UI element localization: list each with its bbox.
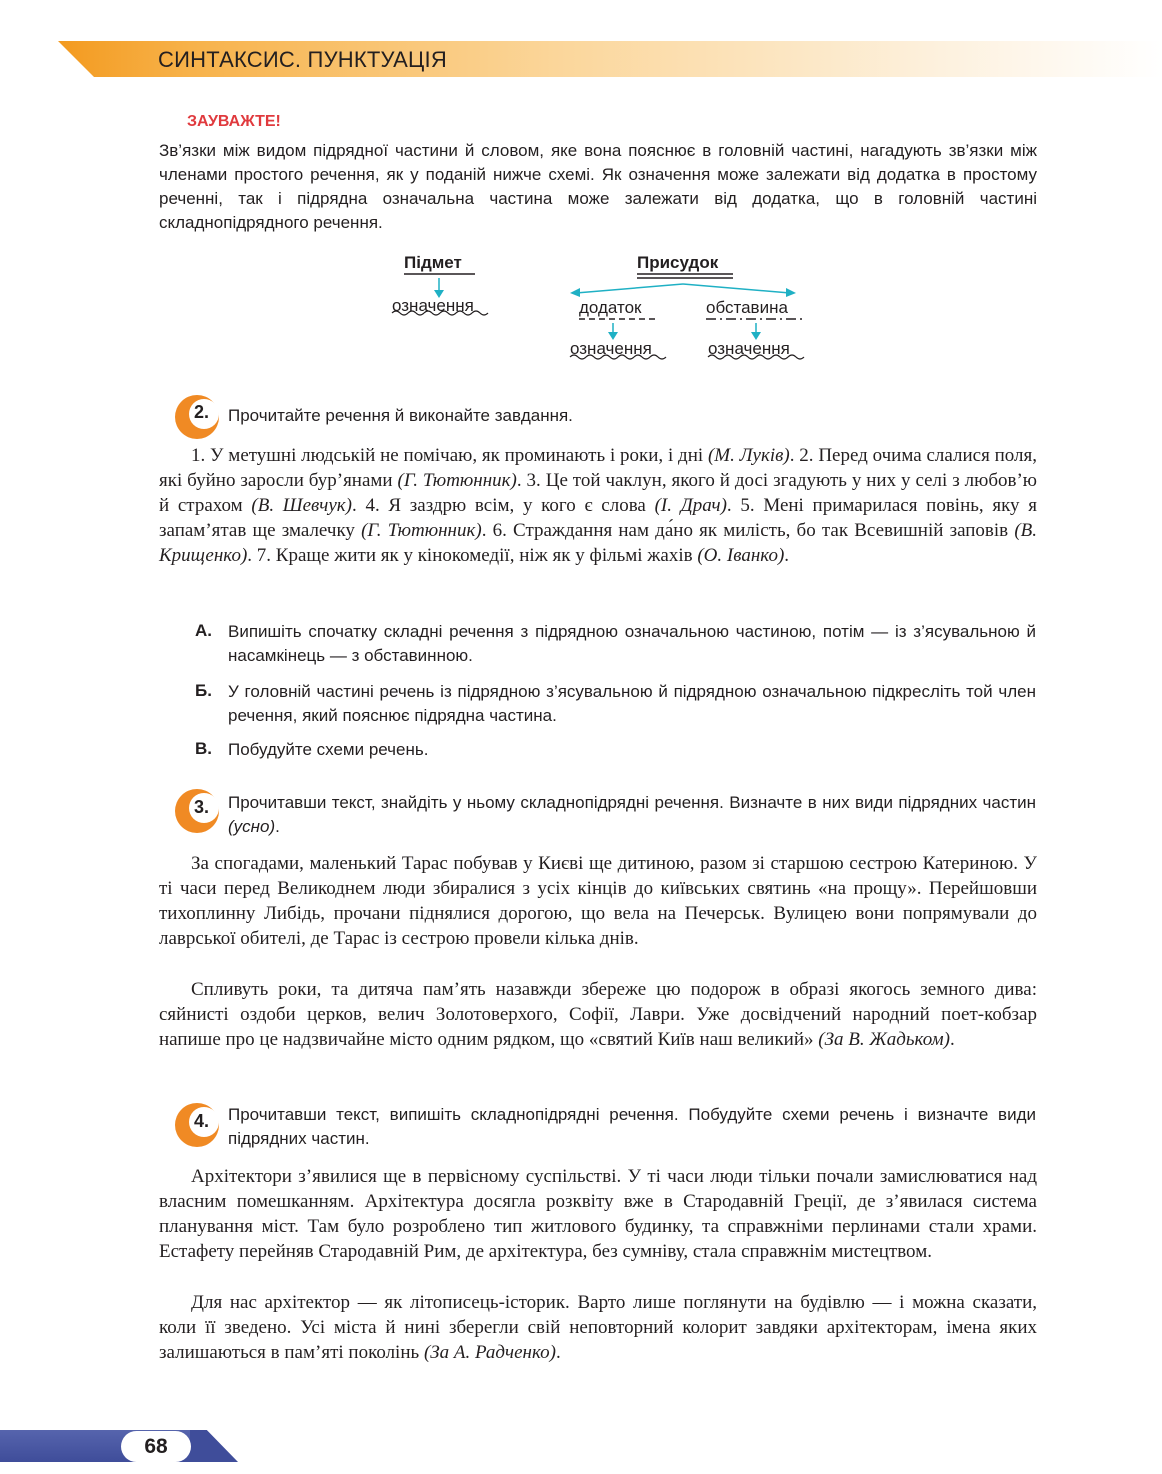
subtask-c-text: Побудуйте схеми речень. — [228, 740, 429, 759]
diagram-predicate: Присудок — [637, 253, 719, 272]
task-3-number: 3. — [194, 797, 210, 817]
sentence-members-diagram — [380, 250, 820, 370]
notice-text: Зв’язки між видом підрядної частини й словом, яке вона пояснює в головній частині, нагадують зв’язки між членами простого речення, як у поданій нижче схемі. Як означення може залежати від додатка в простому реченні, так і підрядна означальна частина може залежати від додатка, що в головній частині складнопідрядного речення. — [159, 141, 1037, 232]
task-4-instruction: Прочитавши текст, випишіть складнопідрядні речення. Побудуйте схеми речень і визначте види підрядних частин. — [228, 1105, 1036, 1148]
task-3-paragraph-1: За спогадами, маленький Тарас побував у Києві ще дитиною, разом зі старшою сестрою Катериною. У ті часи перед Великоднем люди збиралися з усіх кінців до київських святинь «на прощу». Перейшовши тихоплинну Либідь, прочани піднялися дорогою, що вела на Печерськ. Вулицею вони попрямували до лаврської обителі, де Тарас із сестрою провели кілька днів. — [159, 853, 1037, 949]
task-2-sentences: 1. У метушні людській не помічаю, як проминають і роки, і дні (М. Луків). 2. Перед очима слалися поля, які буйно заросли бур’янами (Г. Тютюнник). 3. Це той чаклун, якого й досі згадують у них у селі з любов’ю й страхом (В. Шевчук). 4. Я заздрю всім, у кого є слова (І. Драч). 5. Мені примарилася повінь, яку я запам’ятав ще змалечку (Г. Тютюнник). 6. Страждання нам да́но як милість, бо так Всевишній заповів (В. Крищенко). 7. Краще жити як у кінокомедії, ніж як у фільмі жахів (О. Іванко). — [159, 445, 1038, 566]
subtask-b-text: У головній частині речень із підрядною з’ясувальною й підрядною означальною підкресліть той член речення, який пояснює підрядна частина. — [228, 682, 1036, 725]
task-2-instruction: Прочитайте речення й виконайте завдання. — [228, 406, 573, 425]
task-4-paragraph-2: Для нас архітектор — як літописець-історик. Варто лише поглянути на будівлю — і можна сказати, коли її зведено. Усі міста й нині зберегли свій неповторний колорит завдяки архітекторам, імена яких залишаються в пам’яті поколінь (За А. Радченко). — [159, 1292, 1037, 1363]
task-3-instruction: Прочитавши текст, знайдіть у ньому складнопідрядні речення. Визначте в них види підрядних частин (усно). — [228, 793, 1036, 836]
diagram-subject: Підмет — [404, 253, 462, 272]
subtask-b-letter: Б. — [195, 681, 212, 700]
subtask-a-text: Випишіть спочатку складні речення з підрядною означальною частиною, потім — із з’ясувальною й насамкінець — з обставинною. — [228, 622, 1036, 665]
task-2-number: 2. — [194, 402, 210, 422]
page-header-title: СИНТАКСИС. ПУНКТУАЦІЯ — [158, 47, 447, 72]
diagram-object: додаток — [579, 298, 642, 317]
subtask-a-letter: А. — [195, 621, 212, 640]
subtask-c-letter: В. — [195, 739, 212, 758]
diagram-circumstance-attribute: означення — [708, 339, 790, 358]
diagram-circumstance: обставина — [706, 298, 788, 317]
task-4-paragraph-1: Архітектори з’явилися ще в первісному суспільстві. У ті часи люди тільки почали замислюватися над власним помешканням. Архітектура досягла розквіту вже в Стародавній Греції, де з’явилася система планування міст. Там було розроблено тип житлового будинку, та справжніми перлинами стали храми. Естафету перейняв Стародавній Рим, де архітектура, без сумніву, стала справжнім мистецтвом. — [159, 1166, 1037, 1262]
task-3-paragraph-2: Спливуть роки, та дитяча пам’ять назавжди збереже цю подорож в образі якогось земного дива: сяйнисті оздоби церков, велич Золотоверхого, Софії, Лаври. Уже досвідчений народний поет-кобзар напише про це надзвичайне місто одним рядком, що «святий Київ наш великий» (За В. Жадьком). — [159, 979, 1037, 1050]
task-4-number: 4. — [194, 1111, 210, 1131]
footer-arrow — [190, 1430, 238, 1462]
page-number: 68 — [144, 1435, 168, 1458]
diagram-object-attribute: означення — [570, 339, 652, 358]
diagram-subject-attribute: означення — [392, 296, 474, 315]
notice-label: ЗАУВАЖТЕ! — [187, 113, 281, 130]
